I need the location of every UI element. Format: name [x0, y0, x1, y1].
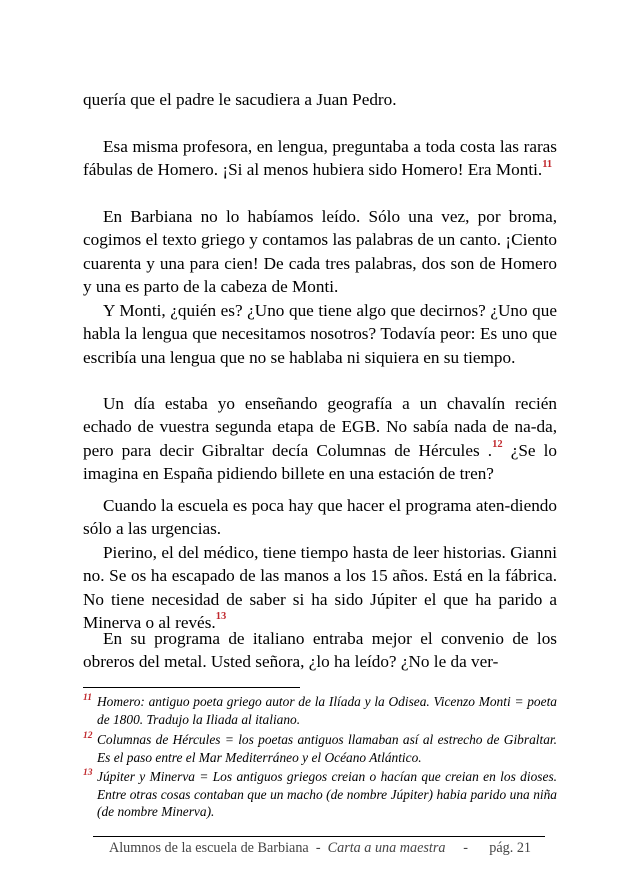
footnote-number: 12 — [83, 731, 93, 741]
footnote-text: Columnas de Hércules = los poetas antiguos llamaban así al estrecho de Gibraltar. Es el paso entre el Mar Mediterráneo y el Océano Atlántico. — [97, 732, 557, 765]
footnote-number: 13 — [83, 768, 93, 778]
page-footer — [83, 840, 557, 857]
paragraph-3-text: En Barbiana no lo habíamos leído. Sólo una vez, por broma, cogimos el texto griego y contamos las palabras de un canto. ¡Ciento cuarenta y una para cien! De cada tres palabras, dos son de Homero y una es parto de la cabeza de Monti. — [83, 207, 557, 297]
paragraph-8 — [83, 627, 557, 674]
footnote-12 — [83, 731, 557, 766]
paragraph-6 — [83, 494, 557, 541]
paragraph-1 — [83, 88, 557, 111]
footer-separator: - — [445, 840, 490, 856]
paragraph-2 — [83, 135, 557, 182]
footer-book-title: Carta a una maestra — [327, 840, 446, 856]
footer-authors: Alumnos de la escuela de Barbiana — [108, 840, 309, 856]
paragraph-5-text-b: ¿Se lo imagina en España pidiendo billete en una estación de tren? — [83, 440, 557, 484]
footnote-11 — [83, 693, 557, 728]
footnote-number: 11 — [83, 693, 92, 703]
paragraph-5 — [83, 392, 557, 486]
paragraph-4 — [83, 299, 557, 369]
footer-separator: - — [308, 840, 328, 856]
paragraph-5-text-a: Un día estaba yo enseñando geografía a un chavalín recién echado de vuestra segunda etapa de EGB. No sabía nada de na-da, pero para decir Gibraltar decía Columnas de Hércules . — [83, 394, 557, 460]
footer-rule — [93, 836, 545, 837]
paragraph-7-text: Pierino, el del médico, tiene tiempo hasta de leer historias. Gianni no. Se os ha escapado de las manos a los 15 años. Está en la fábrica. No tiene necesidad de saber si ha sido Júpiter el que ha parido a Minerva o al revés. — [83, 543, 557, 633]
footnote-13 — [83, 768, 557, 821]
paragraph-6-text: Cuando la escuela es poca hay que hacer el programa aten-diendo sólo a las urgencias. — [83, 496, 557, 539]
footnote-ref-13[interactable]: 13 — [215, 611, 227, 623]
paragraph-2-text: Esa misma profesora, en lengua, preguntaba a toda costa las raras fábulas de Homero. ¡Si al menos hubiera sido Homero! Era Monti. — [83, 137, 557, 180]
footnote-separator — [83, 687, 300, 688]
footnote-ref-12[interactable]: 12 — [492, 439, 503, 451]
paragraph-4-text: Y Monti, ¿quién es? ¿Uno que tiene algo que decirnos? ¿Uno que habla la lengua que necesitamos nosotros? Todavía peor: Es uno que escribía una lengua que no se hablaba ni siquiera en su tiempo. — [83, 301, 557, 367]
footnote-text: Júpiter y Minerva = Los antiguos griegos creian o hacían que creian en los dioses. Entre otras cosas contaban que un macho (de nombre Júpiter) habia parido una niña (de nombre Minerva). — [97, 769, 557, 820]
paragraph-1-text: quería que el padre le sacudiera a Juan Pedro. — [83, 90, 397, 109]
paragraph-8-text: En su programa de italiano entraba mejor el convenio de los obreros del metal. Usted señora, ¿lo ha leído? ¿No le da ver- — [83, 629, 557, 672]
footnote-ref-11[interactable]: 11 — [542, 158, 553, 170]
paragraph-7 — [83, 541, 557, 635]
footer-page-number: pág. 21 — [489, 840, 532, 856]
footnote-text: Homero: antiguo poeta griego autor de la Ilíada y la Odisea. Vicenzo Monti = poeta de 1800. Tradujo la Iliada al italiano. — [97, 694, 557, 727]
paragraph-3 — [83, 205, 557, 299]
